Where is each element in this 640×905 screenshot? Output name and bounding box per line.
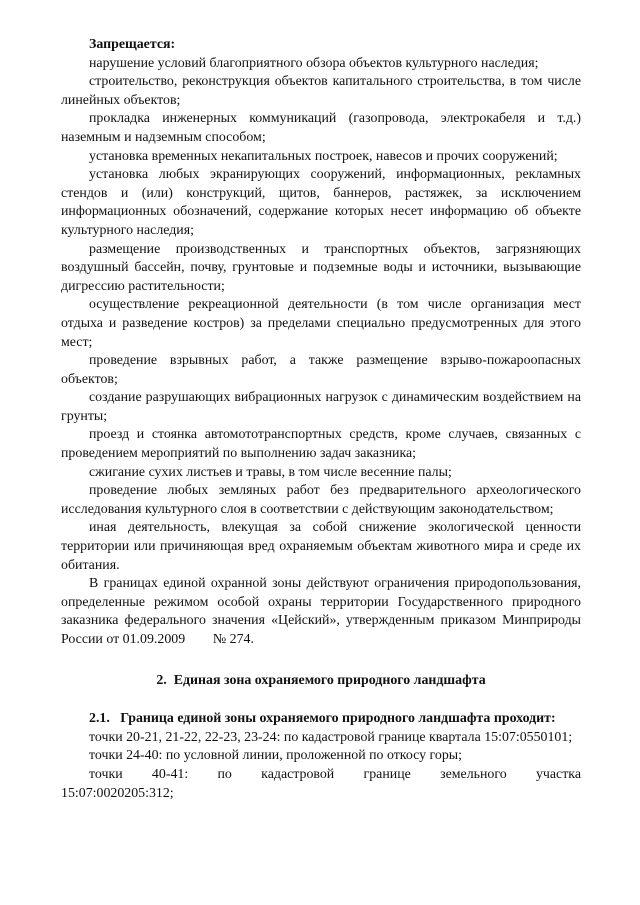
list-item: иная деятельность, влекущая за собой снижение экологической ценности территории или причиняющая вред охраняемым объектам животного мира и среде их обитания.: [61, 520, 581, 573]
subsection-heading: 2.1. Граница единой зоны охраняемого природного ландшафта проходит:: [89, 711, 556, 727]
list-item: проведение взрывных работ, а также размещение взрыво-пожароопасных объектов;: [61, 353, 581, 387]
section-heading: 2. Единая зона охраняемого природного ландшафта: [156, 672, 486, 688]
list-item: точки 20-21, 21-22, 22-23, 23-24: по кадастровой границе квартала 15:07:0550101;: [89, 729, 573, 745]
list-item: установка временных некапитальных построек, навесов и прочих сооружений;: [89, 148, 558, 164]
restrictions-paragraph: В границах единой охранной зоны действуют ограничения природопользования, определенные режимом особой охраны территории Государственного природного заказника федерального значения «Цейский», утвержденным приказом Минприроды России от 01.09.2009 № 274.: [61, 576, 585, 647]
prohibitions-list: [61, 55, 581, 576]
list-item: точки 40-41: по кадастровой границе земельного участка 15:07:0020205:312;: [61, 766, 585, 801]
list-item: точки 24-40: по условной линии, проложенной по откосу горы;: [89, 748, 462, 764]
list-item: осуществление рекреационной деятельности (в том числе организация мест отдыха и разведение костров) за пределами специально предусмотренных для этого мест;: [61, 297, 581, 350]
list-item: создание разрушающих вибрационных нагрузок с динамическим воздействием на грунты;: [61, 390, 581, 424]
list-item: сжигание сухих листьев и травы, в том числе весенние палы;: [89, 464, 452, 480]
list-item: проезд и стоянка автомототранспортных средств, кроме случаев, связанных с проведением мероприятий по выполнению задач заказника;: [61, 427, 581, 462]
list-item: строительство, реконструкция объектов капитального строительства, в том числе линейных объектов;: [61, 74, 581, 108]
list-item: прокладка инженерных коммуникаций (газопровода, электрокабеля и т.д.) наземным и надземным способом;: [61, 111, 581, 145]
list-item: установка любых экранирующих сооружений, информационных, рекламных стендов и (или) конструкций, щитов, баннеров, растяжек, за исключением информационных обозначений, содержание которых несет информацию об объекте культурного наследия;: [61, 167, 581, 238]
list-item: размещение производственных и транспортных объектов, загрязняющих воздушный бассейн, почву, грунтовые и подземные воды и источники, вызывающие дигрессию растительности;: [61, 241, 581, 294]
list-item: проведение любых земляных работ без предварительного археологического исследования культурного слоя в соответствии с действующим законодательством;: [61, 483, 581, 517]
list-item: нарушение условий благоприятного обзора объектов культурного наследия;: [89, 55, 539, 71]
prohibitions-title: Запрещается:: [89, 37, 176, 52]
boundary-points-list: [61, 729, 585, 803]
document-page: [61, 36, 585, 803]
